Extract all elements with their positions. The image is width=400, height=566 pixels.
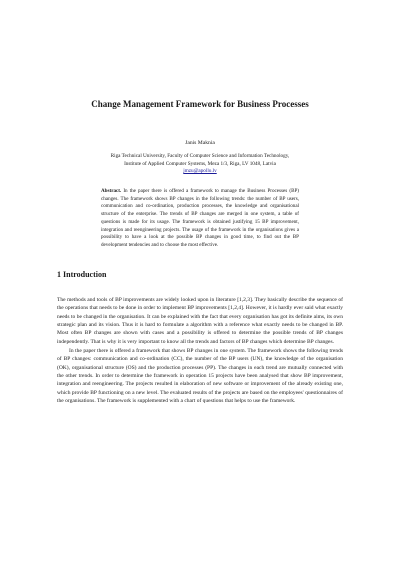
section-body-introduction	[57, 296, 343, 406]
affiliation-line-1: Riga Technical University, Faculty of Computer Science and Information Technology,	[110, 153, 290, 159]
affiliation-line-2: Institute of Applied Computer Systems, Meza 1/3, Riga, LV 1048, Latvia	[124, 160, 276, 167]
abstract-label: Abstract.	[101, 188, 122, 194]
abstract	[101, 188, 299, 250]
abstract-text: In the paper there is offered a framework to manage the Business Processes (BP) changes. The framework shows BP changes in the following trends: the number of BP users, communication and co-ordination, production processes, the knowledge and organisational structure of the enterprise. The trends of BP changes are merged in one system, a table of questions is made for its usage. The framework is obtained justifying 15 BP improvement, integration and reengineering projects. The usage of the framework in the organisations gives a possibility to have a look at the possible BP changes in good time, to find out the BP development tendencies and to choose the most effective.	[101, 188, 299, 248]
section-heading-introduction: 1 Introduction	[57, 270, 107, 279]
paper-title: Change Management Framework for Business Processes	[91, 99, 309, 109]
author-email-link[interactable]: jmzu@apollo.lv	[183, 168, 217, 175]
body-paragraph: In the paper there is offered a framework that shows BP changes in one system. The framework shows the following trends of BP changes: communication and co-ordination (CC), the number of the BP users (UN), the knowledge of the organisation (OK), organisational structure (OS) and the production processes (PP). The changes in each trend are mutually connected with the other trends. In order to determine the framework in operation 15 projects have been analysed that show BP improvement, integration and reengineering. The projects resulted in elaboration of new software or improvement of the already existing one, which provide BP functioning on a new level. The evaluated results of the projects are based on the employees' questionnaires of the organisations. The framework is supplemented with a chart of questions that helps to use the framework.	[57, 348, 343, 405]
author-name: Janis Makniа	[185, 140, 215, 146]
author-affiliation	[60, 153, 340, 176]
body-paragraph: The methods and tools of BP improvements are widely looked upon in literature [1,2,3]. They basically describe the sequence of the operations that needs to be done in order to implement BP improvements [1,2,4]. However, it is hardly ever said what exactly needs to be changed in the organisation. It can be explained with the fact that every organisation has got its definite aims, its own strategic plan and its vision. Thus it is hard to formulate a algorithm with a reference what exactly needs to be changed in BP. Most often BP changes are shown with cases and a possibility is offered to determine the possible trends of BP changes independently. That is why it is very important to know all the trends and factors of BP changes which determine BP changes.	[57, 297, 343, 345]
